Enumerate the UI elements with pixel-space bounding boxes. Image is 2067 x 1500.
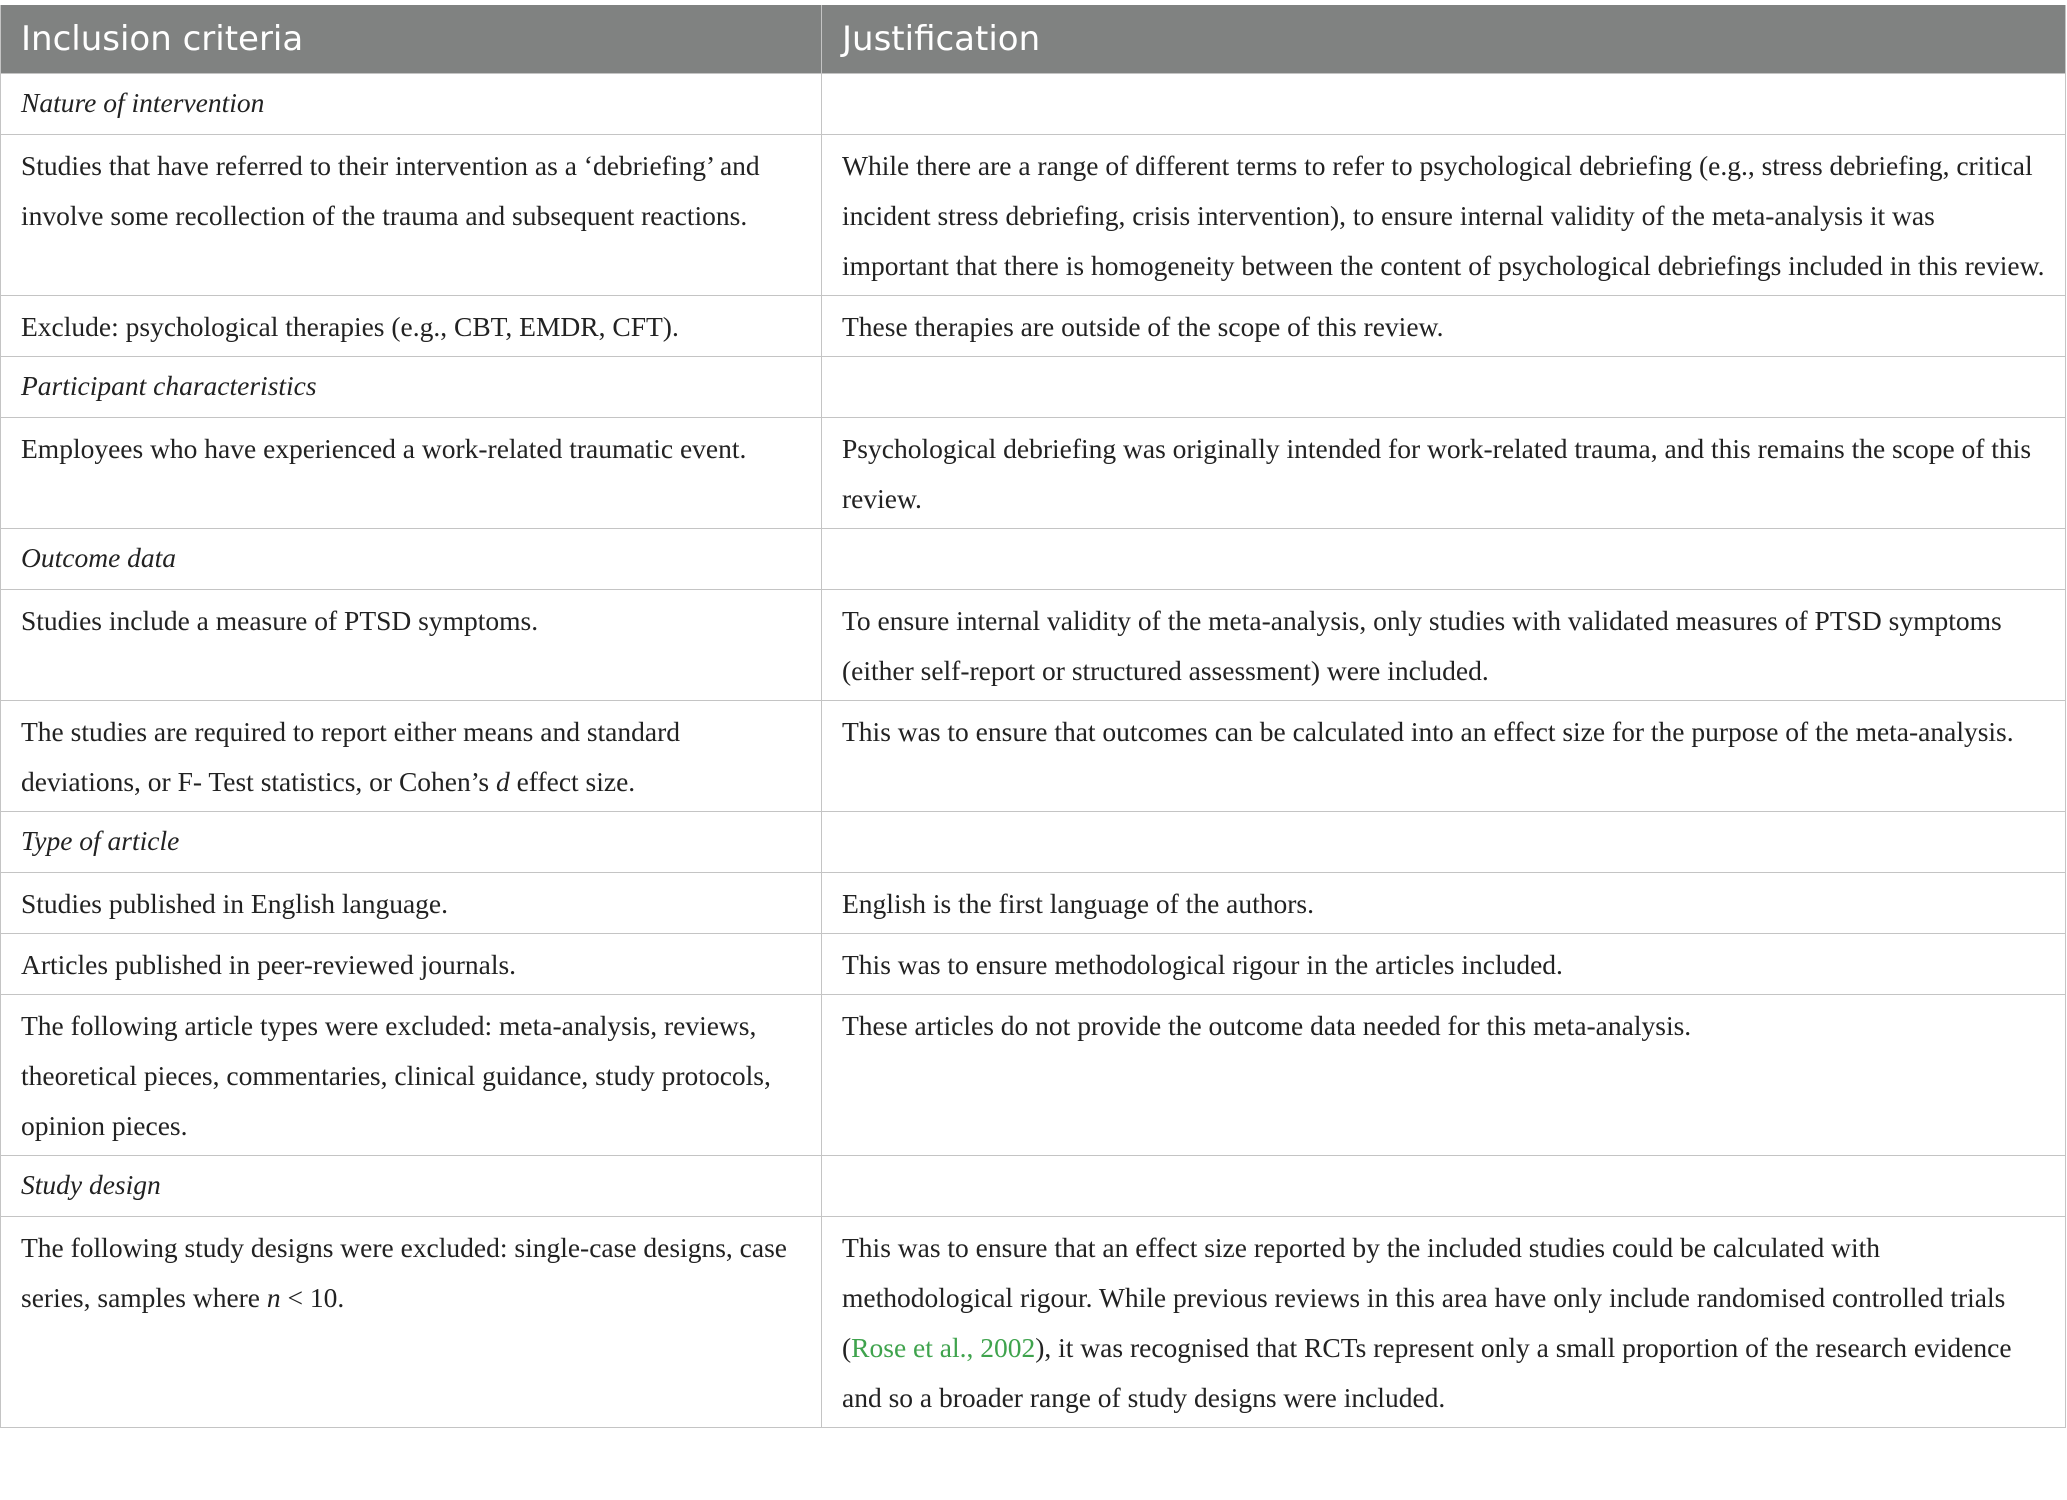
section-title: Participant characteristics bbox=[1, 357, 822, 418]
table-row bbox=[1, 1217, 2066, 1428]
criteria-cell: Exclude: psychological therapies (e.g., CBT, EMDR, CFT). bbox=[1, 296, 822, 357]
inclusion-criteria-table-wrapper bbox=[0, 5, 2065, 1428]
table-row bbox=[1, 590, 2066, 701]
criteria-text: The studies are required to report either means and standard deviations, or F- Test statistics, or Cohen’s bbox=[21, 716, 680, 797]
section-row-study-design bbox=[1, 1156, 2066, 1217]
criteria-cell: Studies that have referred to their intervention as a ‘debriefing’ and involve some recollection of the trauma and subsequent reactions. bbox=[1, 135, 822, 296]
section-row-outcome-data bbox=[1, 529, 2066, 590]
section-empty-cell bbox=[822, 357, 2066, 418]
section-title: Study design bbox=[1, 1156, 822, 1217]
table-row bbox=[1, 135, 2066, 296]
table-row bbox=[1, 934, 2066, 995]
table-row bbox=[1, 418, 2066, 529]
table-row bbox=[1, 701, 2066, 812]
justification-cell bbox=[822, 1217, 2066, 1428]
citation-link-rose-2002[interactable]: Rose et al., 2002 bbox=[851, 1332, 1036, 1363]
criteria-cell: Studies include a measure of PTSD symptoms. bbox=[1, 590, 822, 701]
table-row bbox=[1, 995, 2066, 1156]
inclusion-criteria-table bbox=[0, 5, 2066, 1428]
criteria-cell bbox=[1, 1217, 822, 1428]
table-row bbox=[1, 873, 2066, 934]
section-row-nature-of-intervention bbox=[1, 74, 2066, 135]
cohens-d-symbol: d bbox=[495, 766, 510, 797]
section-row-participant-characteristics bbox=[1, 357, 2066, 418]
criteria-text: < 10. bbox=[280, 1282, 345, 1313]
criteria-text: The following study designs were excluded: single-case designs, case series, samples where bbox=[21, 1232, 787, 1313]
section-row-type-of-article bbox=[1, 812, 2066, 873]
section-empty-cell bbox=[822, 812, 2066, 873]
sample-size-symbol: n bbox=[266, 1282, 281, 1313]
justification-cell: English is the first language of the authors. bbox=[822, 873, 2066, 934]
justification-text: ), it was recognised that RCTs represent only a small proportion of the research evidence and so a broader range of study designs were included. bbox=[842, 1332, 2012, 1413]
justification-cell: While there are a range of different terms to refer to psychological debriefing (e.g., stress debriefing, critical incident stress debriefing, crisis intervention), to ensure internal validity of the meta-analysis it was important that there is homogeneity between the content of psychological debriefings included in this review. bbox=[822, 135, 2066, 296]
header-inclusion-criteria: Inclusion criteria bbox=[1, 5, 822, 74]
section-title: Type of article bbox=[1, 812, 822, 873]
header-justification: Justification bbox=[822, 5, 2066, 74]
section-empty-cell bbox=[822, 1156, 2066, 1217]
table-row bbox=[1, 296, 2066, 357]
header-row bbox=[1, 5, 2066, 74]
criteria-cell: Articles published in peer-reviewed journals. bbox=[1, 934, 822, 995]
criteria-cell: Employees who have experienced a work-related traumatic event. bbox=[1, 418, 822, 529]
section-empty-cell bbox=[822, 529, 2066, 590]
justification-cell: To ensure internal validity of the meta-analysis, only studies with validated measures of PTSD symptoms (either self-report or structured assessment) were included. bbox=[822, 590, 2066, 701]
section-title: Outcome data bbox=[1, 529, 822, 590]
criteria-cell: Studies published in English language. bbox=[1, 873, 822, 934]
justification-cell: These therapies are outside of the scope of this review. bbox=[822, 296, 2066, 357]
justification-text: This was to ensure that an effect size reported by the included studies could be calculated with methodological rigour. While previous reviews in this area have only include randomised controlled trials ( bbox=[842, 1232, 2006, 1363]
justification-cell: Psychological debriefing was originally intended for work-related trauma, and this remains the scope of this review. bbox=[822, 418, 2066, 529]
criteria-cell: The following article types were excluded: meta-analysis, reviews, theoretical pieces, commentaries, clinical guidance, study protocols, opinion pieces. bbox=[1, 995, 822, 1156]
section-empty-cell bbox=[822, 74, 2066, 135]
justification-cell: These articles do not provide the outcome data needed for this meta-analysis. bbox=[822, 995, 2066, 1156]
criteria-text: effect size. bbox=[509, 766, 636, 797]
section-title: Nature of intervention bbox=[1, 74, 822, 135]
criteria-cell bbox=[1, 701, 822, 812]
justification-cell: This was to ensure methodological rigour in the articles included. bbox=[822, 934, 2066, 995]
justification-cell: This was to ensure that outcomes can be calculated into an effect size for the purpose of the meta-analysis. bbox=[822, 701, 2066, 812]
